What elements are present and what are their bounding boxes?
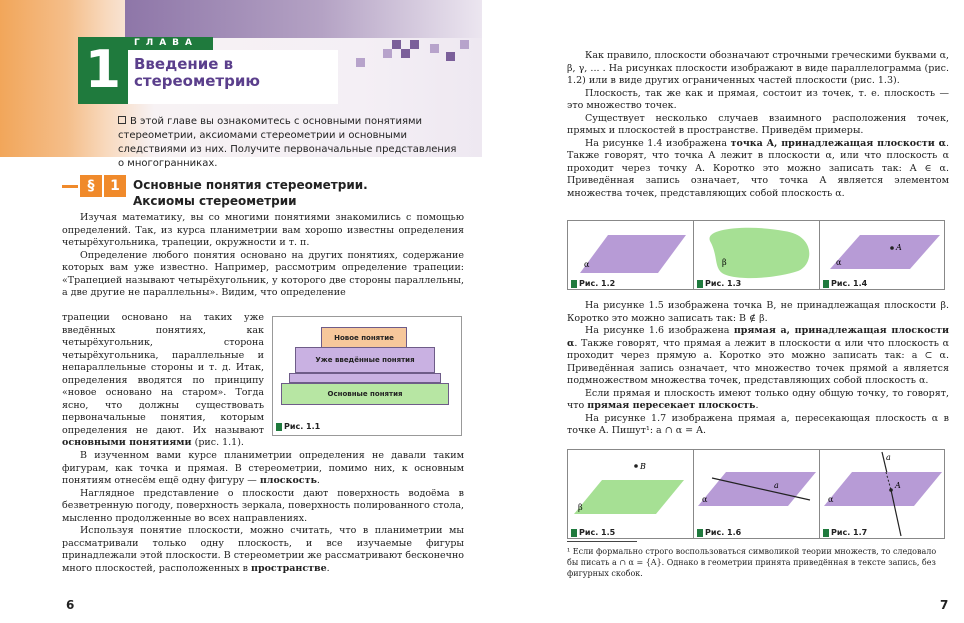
section-title: Основные понятия стереометрии. Аксиомы стереометрии	[133, 178, 368, 208]
block-layer	[289, 373, 441, 383]
block-base: Основные понятия	[281, 383, 449, 405]
block-new: Новое понятие	[321, 327, 407, 349]
figure-label: Рис. 1.2	[571, 279, 615, 288]
point-label: A	[896, 243, 902, 252]
paragraph: Плоскость, так же как и прямая, состоит из точек, т. е. плоскость — это множество точек.	[567, 87, 949, 111]
paragraph: В изученном вами курсе планиметрии определения не давали таким фигурам, как точка и прямая. В стереометрии, помимо них, к основным понятиям отнесём ещё одну фигуру — плоскость.	[62, 450, 464, 486]
figure-1-7	[820, 450, 946, 538]
point-label: A	[895, 481, 901, 490]
term-point-in-plane: точка A, принадлежащая плоскости α	[730, 137, 946, 149]
page-number-right: 7	[940, 598, 949, 612]
term-space: пространстве	[251, 562, 327, 574]
chapter-intro	[118, 115, 463, 171]
plane-label: β	[722, 258, 727, 267]
paragraph: На рисунке 1.7 изображена прямая a, пересекающая плоскость α в точке A. Пишут¹: a ∩ α = A.	[567, 412, 949, 436]
paragraph: Как правило, плоскости обозначают строчными греческими буквами α, β, γ, ... . На рисунках плоскости изображают в виде параллелограмма (рис. 1.2) или в виде других ограниченных частей плоскости (рис. 1.3).	[567, 50, 949, 86]
paragraph: На рисунке 1.4 изображена точка A, принадлежащая плоскости α. Также говорят, что точка A лежит в плоскости α, или что плоскость α проходит через точку A. Коротко это можно записать так: A ∈ α. Приведённая запись означает, что точка A является элементом множества точек, представляющих собой плоскость α.	[567, 137, 949, 199]
term-plane: плоскость	[259, 475, 317, 486]
page-number-left: 6	[66, 598, 75, 612]
plane-label: α	[584, 260, 590, 269]
paragraph: На рисунке 1.5 изображена точка B, не принадлежащая плоскости β. Коротко это можно записать так: B ∉ β.	[567, 300, 949, 324]
left-text-top	[62, 212, 464, 300]
plane-line-inside	[694, 450, 820, 540]
right-text-mid	[567, 300, 949, 438]
chapter-intro-text: В этой главе вы ознакомитесь с основными понятиями стереометрии, аксиомами стереометрии и основными следствиями из них. Получите первоначальные представления о многогранниках.	[118, 116, 457, 169]
figure-1-5	[568, 450, 694, 538]
paragraph: Наглядное представление о плоскости дают поверхность водоёма в безветренную погоду, поверхность зеркала, поверхность полированного стола, мысленно продолженные во всех направлениях.	[62, 487, 464, 524]
pixel-decoration	[401, 49, 410, 58]
figure-label: Рис. 1.6	[697, 528, 741, 537]
pixel-decoration	[410, 40, 419, 49]
paragraph: Если прямая и плоскость имеют только одну общую точку, то говорят, что прямая пересекает плоскость.	[567, 387, 949, 411]
plane-label: α	[836, 258, 842, 267]
section-line	[62, 185, 78, 188]
line-label: a	[886, 453, 891, 462]
plane-label: β	[578, 503, 583, 512]
term-line-in-plane: прямая a, принадлежащая плоскости α	[567, 325, 950, 349]
figure-label: Рис. 1.1	[276, 422, 320, 431]
figure-1-2	[568, 221, 694, 289]
paragraph: Используя понятие плоскости, можно считать, что в планиметрии мы рассматривали только одну плоскость, и все изучаемые фигуры принадлежали этой плоскости. В стереометрии же рассматривают бесконечно много плоскостей, расположенных в пространстве.	[62, 525, 465, 574]
block-introduced: Уже введённые понятия	[295, 347, 435, 373]
figure-1-3	[694, 221, 820, 289]
paragraph: трапеции основано на таких уже введённых понятиях, как четырёхугольник, сторона четырёхугольника, параллельные и непараллельные стороны и т. д. Итак, определения вводятся по принципу «новое основано на старом». Тогда ясно, что должны существовать первоначальные понятия, которым определения не дают. Их называют основными понятиями (рис. 1.1).	[62, 312, 264, 448]
figure-1-1	[272, 316, 462, 436]
left-text-bottom	[62, 450, 464, 575]
section-number: 1	[104, 175, 126, 197]
chapter-label: ГЛАВА	[128, 37, 213, 50]
right-page	[482, 0, 964, 623]
banner-stripe	[125, 0, 482, 38]
figures-1-2-to-1-4	[567, 220, 945, 290]
figure-label: Рис. 1.5	[571, 528, 615, 537]
pixel-decoration	[430, 44, 439, 53]
plane-label: α	[702, 495, 708, 504]
figure-label: Рис. 1.7	[823, 528, 867, 537]
paragraph: На рисунке 1.6 изображена прямая a, принадлежащая плоскости α. Также говорят, что прямая a лежит в плоскости α или что плоскость α проходит через прямую a. Коротко это можно записать так: a ⊂ α. Приведённая запись означает, что множество точек прямой a является подмножеством множества точек, представляющих собой плоскость α.	[567, 325, 950, 386]
plane-line-intersect	[820, 450, 946, 540]
line-label: a	[774, 481, 779, 490]
right-text-top	[567, 50, 949, 200]
figure-1-6	[694, 450, 820, 538]
term-line-intersects: прямая пересекает плоскость	[587, 400, 756, 411]
paragraph: Изучая математику, вы со многими понятиями знакомились с помощью определений. Так, из курса планиметрии вам хорошо известны определения четырёхугольника, трапеции, окружности и т. п.	[62, 212, 464, 248]
pixel-decoration	[446, 52, 455, 61]
figure-label: Рис. 1.3	[697, 279, 741, 288]
pixel-decoration	[383, 49, 392, 58]
figures-1-5-to-1-7	[567, 449, 945, 539]
bullet-square-icon	[118, 116, 126, 124]
term-basic-concepts: основными понятиями	[62, 437, 192, 448]
section-symbol: §	[80, 175, 102, 197]
pixel-decoration	[460, 40, 469, 49]
figure-1-4	[820, 221, 946, 289]
plane-point-outside	[568, 450, 694, 540]
point-label: B	[640, 462, 646, 471]
paragraph: Существует несколько случаев взаимного расположения точек, прямых и плоскостей в пространстве. Приведём примеры.	[567, 112, 949, 136]
footnote: ¹ Если формально строго воспользоваться символикой теории множеств, то следовало бы писать a ∩ α = {A}. Однако в геометрии принята приведённая в тексте запись, без фигурных скобок.	[567, 547, 937, 578]
figure-label: Рис. 1.4	[823, 279, 867, 288]
left-text-wrap	[62, 312, 264, 450]
chapter-number: 1	[78, 37, 128, 104]
chapter-title: Введение в стереометрию	[128, 50, 338, 104]
paragraph: Определение любого понятия основано на других понятиях, содержание которых вам уже известно. Например, рассмотрим определение трапеции: «Трапецией называют четырёхугольник, у которого две стороны параллельны, а две другие не параллельны». Видим, что определение	[62, 249, 464, 298]
pixel-decoration	[392, 40, 401, 49]
pixel-decoration	[356, 58, 365, 67]
footnote-rule	[567, 541, 637, 542]
plane-label: α	[828, 495, 834, 504]
